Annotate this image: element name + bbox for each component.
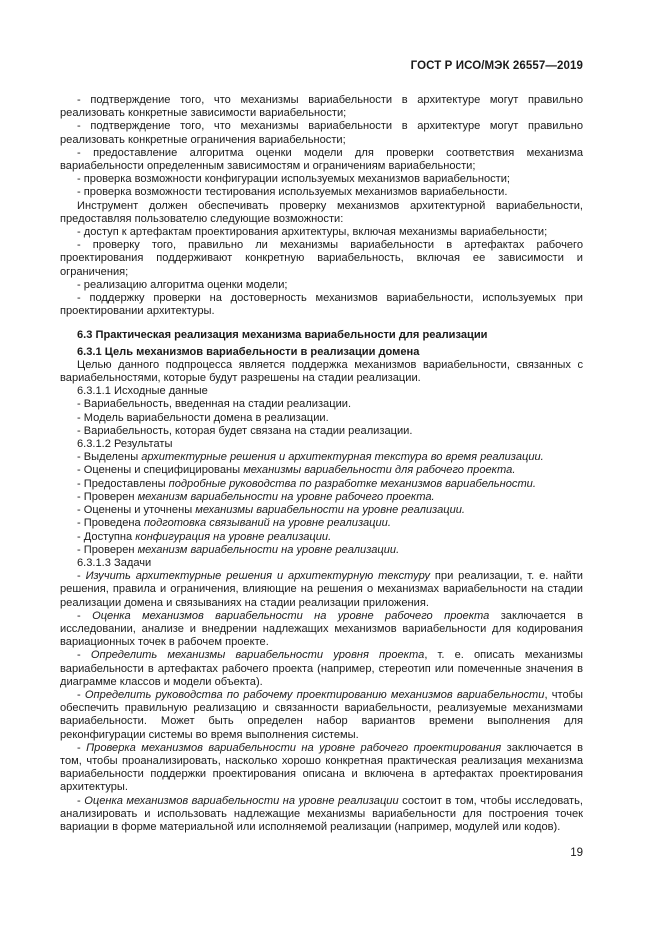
text-run: - проверка возможности тестирования используемых механизмов вариабельности. [77,186,508,199]
text-run: - Доступна [77,530,136,543]
page-content [60,94,583,834]
italic-term: конфигурация на уровне реализации. [135,530,332,543]
italic-term: Изучить архитектурные решения и архитектурную текстуру [85,570,431,583]
task-item [60,689,583,742]
document-code: ГОСТ Р ИСО/МЭК 26557—2019 [410,60,583,72]
task-item [60,610,583,650]
section-6-3-1-intro: Целью данного подпроцесса является поддержка механизмов вариабельности, связанных с вариабельностями, которые будут разрешены на стадии реализации. [60,358,583,385]
italic-term: подготовка связываний на уровне реализации. [143,517,391,530]
paragraph [60,292,583,318]
paragraph [60,120,583,146]
requirements-list [60,94,583,318]
text-run: - подтверждение того, что механизмы вариабельности в архитектуре могут правильно реализовать конкретные ограничения вариабельности; [60,120,583,146]
input-data-list [60,398,583,438]
italic-term: Оценка механизмов вариабельности на уровне реализации [84,794,399,807]
list-item [60,491,583,504]
italic-term: механизмы вариабельности для рабочего проекта. [243,464,516,477]
list-item [60,451,583,464]
page-number: 19 [570,847,583,859]
text-run: - Вариабельность, которая будет связана на стадии реализации. [77,424,413,437]
list-item [60,464,583,477]
text-run: Инструмент должен обеспечивать проверку механизмов архитектурной вариабельности, предоставляя пользователю следующие возможности: [60,199,583,225]
italic-term: Оценка механизмов вариабельности на уровне рабочего проекта [92,609,490,622]
text-run: - Модель вариабельности домена в реализации. [77,411,329,424]
text-run: - проверку того, правильно ли механизмы вариабельности в артефактах рабочего проектирования поддерживают конкретную вариабельность, включая ее зависимости и ограничения; [60,239,583,278]
text-run: - [77,570,86,583]
text-run: - [77,649,91,662]
task-item [60,570,583,610]
list-item [60,531,583,544]
italic-term: архитектурные решения и архитектурная текстура во время реализации. [141,451,544,464]
italic-term: подробные руководства по разработке механизмов вариабельности. [168,477,536,490]
italic-term: Определить механизмы вариабельности уровня проекта [90,649,425,662]
text-run: - проверка возможности конфигурации используемых механизмов вариабельности; [77,173,511,186]
paragraph [60,200,583,226]
text-run: - Оценены и уточнены [77,504,196,517]
text-run: - Проведена [77,517,144,530]
italic-term: механизм вариабельности на уровне рабочего проекта. [137,490,435,503]
text-run: - Оценены и специфицированы [77,464,244,477]
paragraph [60,226,583,239]
section-6-3-1-3-title: 6.3.1.3 Задачи [77,556,152,569]
task-item [60,742,583,795]
text-run: , чтобы обеспечить правильную реализацию и связанности вариабельности, реализуемые механизмами вариабельности. Может быть определен набор вариантов времени выполнения для реконфигурации системы во время выполнения системы. [60,688,584,741]
text-run: - Предоставлены [77,477,169,490]
list-item [60,504,583,517]
text-run: заключается в исследовании, анализе и внедрении надлежащих механизмов вариабельности для кодирования вариационных точек в рабочем проекте. [60,609,584,649]
list-item [60,544,583,557]
list-item [60,425,583,438]
text-run: - Вариабельность, введенная на стадии реализации. [77,398,352,411]
text-run: - Выделены [77,451,142,464]
section-6-3-1-title: 6.3.1 Цель механизмов вариабельности в реализации домена [77,345,420,358]
text-run: состоит в том, чтобы исследовать, анализировать и использовать надлежащие механизмы вариабельности для построения точек вариации в форме материальной или исполняемой реализации (например, модулей или кодов). [60,794,583,833]
tasks-list [60,570,583,834]
task-item [60,795,583,835]
section-6-3-title: 6.3 Практическая реализация механизма вариабельности для реализации [77,329,488,342]
paragraph [60,94,583,120]
paragraph [60,279,583,292]
italic-term: Проверка механизмов вариабельности на уровне рабочего проектирования [86,741,502,754]
text-run: - подтверждение того, что механизмы вариабельности в архитектуре могут правильно реализовать конкретные зависимости вариабельности; [60,94,583,120]
italic-term: механизмы вариабельности на уровне реализации. [195,504,466,517]
task-item [60,649,583,689]
results-list [60,451,583,557]
list-item [60,517,583,530]
section-6-3-1-1-title: 6.3.1.1 Исходные данные [77,385,208,398]
text-run: - поддержку проверки на достоверность механизмов вариабельности, используемых при проектировании архитектуры. [60,292,583,318]
paragraph [60,173,583,186]
text-run: - реализацию алгоритма оценки модели; [77,278,288,291]
italic-term: Определить руководства по рабочему проектированию механизмов вариабельности [84,688,545,701]
list-item [60,412,583,425]
text-run: - [77,794,85,807]
section-6-3-1-2-title: 6.3.1.2 Результаты [77,438,173,451]
text-run: - Проверен [77,490,138,503]
text-run: , т. е. описать механизмы вариабельности в артефактах рабочего проекта (например, стереотип или помеченные значения в диаграмме классов и модели объекта). [60,649,584,688]
text-run: при реализации, т. е. найти решения, правила и ограничения, влияющие на решения о механизмах вариабельности на стадии реализации домена и связываниях на стадии реализации приложения. [60,570,583,609]
text-run: - [77,741,87,754]
text-run: - [77,609,93,622]
text-run: - доступ к артефактам проектирования архитектуры, включая механизмы вариабельности; [77,226,548,239]
text-run: - Проверен [77,543,138,556]
text-run: - предоставление алгоритма оценки модели для проверки соответствия механизма вариабельности определенным зависимостям и ограничениям вариабельности; [60,146,583,173]
text-run: заключается в том, чтобы проанализировать, насколько хорошо конкретная практическая реализация механизма вариабельности поддержки проектирования описана и включена в артефактах проектирования архитектуры. [60,741,583,794]
paragraph [60,239,583,279]
list-item [60,478,583,491]
list-item [60,398,583,411]
text-run: - [77,688,85,701]
italic-term: механизм вариабельности на уровне реализации. [137,543,400,556]
paragraph [60,147,583,173]
paragraph [60,186,583,199]
